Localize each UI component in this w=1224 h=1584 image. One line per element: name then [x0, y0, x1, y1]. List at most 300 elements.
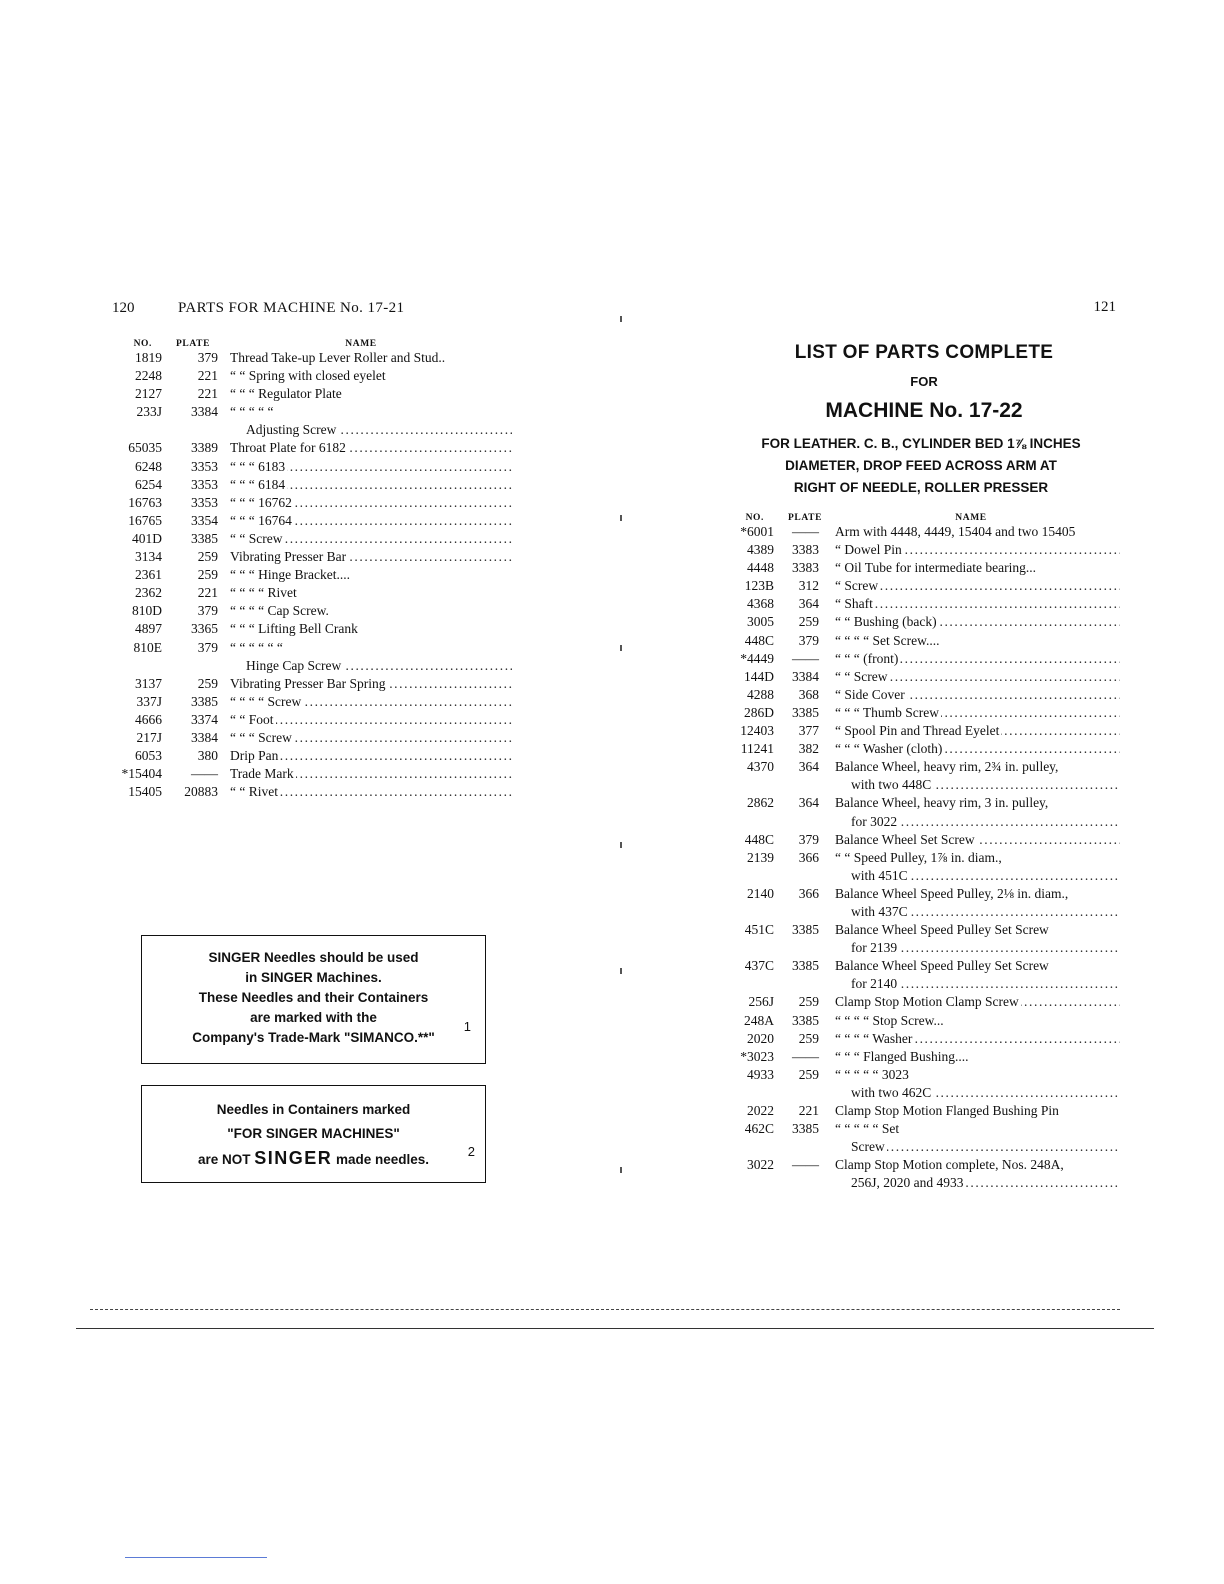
left-page-header — [112, 300, 512, 317]
part-name — [835, 613, 1120, 631]
part-name-text: “ “ Spring with closed eyelet — [230, 368, 386, 384]
part-name-text: “ Dowel Pin — [835, 542, 902, 558]
plate-number: 259 — [798, 994, 819, 1010]
part-name-text: Balance Wheel, heavy rim, 2¾ in. pulley, — [835, 759, 1059, 775]
part-name — [835, 921, 1120, 939]
table-row — [112, 783, 512, 801]
part-name — [835, 541, 1120, 559]
part-number: 3022 — [747, 1157, 774, 1173]
part-name-text: Drip Pan — [230, 748, 279, 764]
plate-number: 3385 — [792, 958, 819, 974]
table-row — [728, 1012, 1120, 1030]
column-header-no: NO. — [133, 339, 152, 349]
part-name-text: “ “ “ “ “ Set — [835, 1121, 900, 1137]
notice1-line: These Needles and their Containers — [198, 990, 429, 1005]
table-row-continuation — [728, 903, 1120, 921]
part-number: 448C — [744, 632, 774, 648]
part-name — [835, 722, 1120, 740]
part-name-text: “ “ “ 6184 — [230, 476, 286, 492]
singer-brand: SINGER — [254, 1148, 333, 1168]
part-name-text: Clamp Stop Motion Flanged Bushing Pin — [835, 1103, 1059, 1118]
part-name — [835, 1066, 1120, 1084]
plate-number: 3384 — [792, 668, 819, 684]
table-row — [112, 530, 512, 548]
part-number: 6254 — [135, 476, 162, 492]
part-number: 123B — [744, 578, 774, 594]
part-number: 2862 — [747, 795, 774, 811]
part-number: 4666 — [135, 711, 162, 727]
part-name — [230, 620, 512, 638]
table-row — [112, 765, 512, 783]
notice-mark-1: 1 — [463, 1019, 471, 1034]
part-name-text: Clamp Stop Motion Clamp Screw — [835, 994, 1019, 1010]
part-number: 12403 — [740, 723, 774, 739]
column-header-no: NO. — [745, 513, 764, 523]
part-name-text: Balance Wheel Set Screw — [835, 831, 975, 847]
table-row — [728, 650, 1120, 668]
plate-number: 3384 — [191, 729, 218, 745]
table-row-continuation — [728, 975, 1120, 993]
part-name — [230, 639, 512, 657]
part-number: 16763 — [128, 494, 162, 510]
part-name-text: “ “ “ Washer (cloth) — [835, 741, 943, 757]
part-name-continuation — [851, 776, 1120, 794]
part-number: 451C — [744, 922, 774, 938]
part-number: 810E — [133, 639, 162, 655]
table-row — [728, 740, 1120, 758]
part-number: 248A — [744, 1012, 774, 1028]
table-row — [728, 541, 1120, 559]
notice2-line2: "FOR SINGER MACHINES" — [227, 1126, 400, 1141]
part-name-continuation — [851, 903, 1120, 921]
part-number: 401D — [132, 530, 162, 546]
plate-number: 3389 — [191, 440, 218, 456]
table-row — [112, 548, 512, 566]
list-title-for: FOR — [910, 374, 938, 389]
part-number: 16765 — [128, 512, 162, 528]
part-number: 2361 — [135, 567, 162, 583]
part-name-text: “ “ “ Hinge Bracket.... — [230, 567, 350, 583]
column-header-name: NAME — [955, 513, 987, 523]
part-name — [835, 704, 1120, 722]
plate-number: 368 — [798, 686, 819, 702]
plate-number: 3353 — [191, 458, 218, 474]
table-row — [112, 476, 512, 494]
part-number: 4448 — [747, 560, 774, 576]
table-row — [112, 675, 512, 693]
part-number: 3005 — [747, 614, 774, 630]
plate-number: —— — [792, 650, 819, 666]
part-name — [230, 765, 512, 783]
part-number: 2022 — [747, 1103, 774, 1118]
plate-number: 364 — [798, 596, 819, 612]
plate-number: —— — [792, 524, 819, 539]
part-number: 4288 — [747, 686, 774, 702]
table-row — [728, 686, 1120, 704]
table-row — [112, 403, 512, 421]
part-name-continuation-text: with 437C — [851, 903, 908, 919]
part-name-text: “ “ “ 16762 — [230, 494, 292, 510]
part-name-continuation-text: for 2140 — [851, 976, 898, 992]
part-name-text: “ “ “ “ Washer — [835, 1030, 913, 1046]
part-name — [230, 566, 512, 584]
bottom-blue-line — [125, 1557, 267, 1558]
part-name — [835, 831, 1120, 849]
part-name-text: “ “ “ “ Rivet — [230, 585, 297, 601]
part-name-text: “ “ “ (front) — [835, 650, 899, 666]
part-name-text: “ “ Speed Pulley, 1⅞ in. diam., — [835, 849, 1002, 865]
part-number: 3134 — [135, 549, 162, 565]
column-header-plate: PLATE — [176, 339, 210, 349]
plate-number: 312 — [798, 578, 819, 594]
plate-number: 3385 — [191, 693, 218, 709]
part-name-text: “ “ “ “ “ 3023 — [835, 1066, 909, 1082]
part-number: *6001 — [740, 524, 774, 539]
table-row — [728, 1048, 1120, 1066]
table-row — [112, 729, 512, 747]
plate-number: 259 — [197, 567, 218, 583]
table-row — [728, 632, 1120, 650]
machine-description-line: FOR LEATHER. C. B., CYLINDER BED 1⅞ INCHES — [761, 436, 1081, 451]
right-page — [728, 298, 1120, 1192]
plate-number: 3383 — [792, 560, 819, 576]
part-number: 1819 — [135, 350, 162, 365]
part-number: 810D — [132, 603, 162, 619]
plate-number: 3384 — [191, 404, 218, 420]
part-name-text: Vibrating Presser Bar — [230, 549, 347, 565]
part-number: 448C — [744, 831, 774, 847]
part-number: 2139 — [747, 849, 774, 865]
plate-number: 259 — [197, 675, 218, 691]
part-name — [230, 548, 512, 566]
part-name-continuation — [851, 1174, 1120, 1192]
table-row — [728, 1066, 1120, 1084]
part-name-text: “ Spool Pin and Thread Eyelet — [835, 723, 1000, 739]
gutter-mark — [620, 968, 622, 974]
gutter-mark — [620, 842, 622, 848]
machine-title: MACHINE No. 17-22 — [825, 399, 1023, 422]
table-row-continuation — [728, 1174, 1120, 1192]
plate-number: 259 — [197, 549, 218, 565]
part-number: 286D — [744, 704, 774, 720]
part-name-text: Balance Wheel Speed Pulley, 2⅛ in. diam., — [835, 885, 1069, 901]
table-row — [112, 602, 512, 620]
part-name-continuation-text: for 3022 — [851, 813, 898, 829]
part-name-text: “ “ Foot — [230, 711, 274, 727]
part-name-text: “ “ “ “ “ “ — [230, 639, 283, 655]
plate-number: 259 — [798, 1030, 819, 1046]
plate-number: 3353 — [191, 476, 218, 492]
part-name — [835, 885, 1120, 903]
part-name — [230, 729, 512, 747]
part-number: 4370 — [747, 759, 774, 775]
part-number: 2140 — [747, 885, 774, 901]
notice1-line: are marked with the — [250, 1010, 377, 1025]
plate-number: 3354 — [191, 512, 218, 528]
plate-number: 3353 — [191, 494, 218, 510]
right-page-header — [728, 298, 1120, 316]
notice2-line3-post: made needles. — [336, 1152, 430, 1167]
plate-number: 3385 — [792, 704, 819, 720]
part-number: 2020 — [747, 1030, 774, 1046]
part-number: 6053 — [135, 748, 162, 764]
part-name-text: “ “ Rivet — [230, 784, 278, 800]
part-name-text: “ “ “ Lifting Bell Crank — [230, 621, 358, 637]
part-name — [835, 523, 1120, 541]
plate-number: 366 — [798, 885, 819, 901]
table-row-continuation — [728, 867, 1120, 885]
part-name — [835, 794, 1120, 812]
part-name — [835, 957, 1120, 975]
part-name — [835, 577, 1120, 595]
part-number: 233J — [136, 404, 162, 420]
table-row — [728, 794, 1120, 812]
plate-number: —— — [792, 1157, 819, 1173]
plate-number: 259 — [798, 1066, 819, 1082]
table-row — [728, 1102, 1120, 1120]
part-name — [835, 650, 1120, 668]
notice2-line3 — [142, 1146, 485, 1172]
table-row — [112, 693, 512, 711]
part-name — [230, 584, 512, 602]
part-name-text: Vibrating Presser Bar Spring — [230, 675, 386, 691]
part-number: 4897 — [135, 621, 162, 637]
part-number: 437C — [744, 958, 774, 974]
part-name-continuation — [851, 1138, 1120, 1156]
table-row — [112, 439, 512, 457]
table-row — [728, 559, 1120, 577]
table-row — [112, 620, 512, 638]
part-name — [230, 476, 512, 494]
part-number: 65035 — [128, 440, 162, 456]
plate-number: 3385 — [191, 530, 218, 546]
part-number: 144D — [744, 668, 774, 684]
part-name-text: Balance Wheel, heavy rim, 3 in. pulley, — [835, 795, 1049, 811]
gutter-mark — [620, 645, 622, 651]
table-row — [112, 349, 512, 367]
part-name-text: Thread Take-up Lever Roller and Stud.. — [230, 350, 446, 365]
part-name-continuation — [246, 421, 512, 439]
part-number: *15404 — [121, 766, 162, 782]
table-row — [728, 921, 1120, 939]
part-number: 4368 — [747, 596, 774, 612]
table-row — [112, 458, 512, 476]
part-name — [835, 595, 1120, 613]
table-row — [728, 668, 1120, 686]
column-headers-left — [112, 339, 512, 349]
notice2-line1: Needles in Containers marked — [216, 1102, 411, 1117]
part-name-continuation — [851, 813, 1120, 831]
part-name-text: “ “ “ Thumb Screw — [835, 704, 939, 720]
plate-number: 3365 — [191, 621, 218, 637]
plate-number: 3385 — [792, 922, 819, 938]
table-row — [728, 831, 1120, 849]
table-row — [112, 639, 512, 657]
part-name-continuation-text: with 451C — [851, 867, 908, 883]
table-row-continuation — [728, 813, 1120, 831]
table-row-continuation — [728, 939, 1120, 957]
plate-number: 382 — [798, 741, 819, 757]
part-name-text: Trade Mark — [230, 766, 294, 782]
part-name-text: “ “ Bushing (back) — [835, 614, 937, 630]
column-header-plate: PLATE — [788, 513, 822, 523]
part-name-text: Arm with 4448, 4449, 15404 and two 15405 — [835, 524, 1076, 539]
part-name — [230, 439, 512, 457]
part-name-text: “ “ “ “ Stop Screw... — [835, 1012, 944, 1028]
plate-number: —— — [792, 1048, 819, 1064]
part-number: 3137 — [135, 675, 162, 691]
part-number: *3023 — [740, 1048, 774, 1064]
part-name — [835, 1030, 1120, 1048]
gutter-mark — [620, 1167, 622, 1173]
part-name-continuation — [246, 657, 512, 675]
plate-number: 379 — [798, 831, 819, 847]
plate-number: 221 — [798, 1103, 819, 1118]
part-name-text: “ “ “ “ Set Screw.... — [835, 632, 940, 648]
part-name — [835, 1012, 1120, 1030]
part-number: 2362 — [135, 585, 162, 601]
part-number: 4933 — [747, 1066, 774, 1082]
table-row — [728, 704, 1120, 722]
part-name-continuation-text: for 2139 — [851, 940, 898, 956]
part-name — [835, 632, 1120, 650]
part-name — [230, 711, 512, 729]
table-row-continuation — [728, 776, 1120, 794]
part-name — [230, 349, 512, 367]
part-name — [230, 693, 512, 711]
column-header-name: NAME — [345, 339, 377, 349]
table-row — [112, 747, 512, 765]
column-headers-right — [728, 513, 1120, 523]
part-name — [835, 1048, 1120, 1066]
part-name-text: “ “ Screw — [230, 530, 283, 546]
table-row — [728, 595, 1120, 613]
part-number: *4449 — [740, 650, 774, 666]
part-name-continuation-text: Adjusting Screw — [246, 422, 337, 438]
part-name — [230, 783, 512, 801]
table-row-continuation — [112, 421, 512, 439]
part-name-text: “ “ Screw — [835, 668, 888, 684]
part-name-text: “ Side Cover — [835, 686, 905, 702]
part-name-continuation — [851, 1084, 1120, 1102]
table-row-continuation — [112, 657, 512, 675]
list-title: LIST OF PARTS COMPLETE — [794, 342, 1054, 363]
plate-number: 379 — [197, 603, 218, 619]
table-row — [112, 711, 512, 729]
table-row — [112, 385, 512, 403]
plate-number: 3385 — [792, 1012, 819, 1028]
part-number: 15405 — [128, 784, 162, 800]
part-name — [835, 686, 1120, 704]
table-row — [728, 577, 1120, 595]
part-name-text: Balance Wheel Speed Pulley Set Screw — [835, 958, 1049, 974]
part-name — [835, 849, 1120, 867]
notice-box-not-singer — [141, 1085, 486, 1183]
part-name — [835, 1156, 1120, 1174]
part-name — [230, 385, 512, 403]
plate-number: 259 — [798, 614, 819, 630]
plate-number: 3385 — [792, 1121, 819, 1137]
table-row — [728, 722, 1120, 740]
part-number: 2127 — [135, 386, 162, 402]
part-name-text: “ “ “ “ “ — [230, 404, 274, 420]
table-row — [112, 367, 512, 385]
part-name-text: “ “ “ 6183 — [230, 458, 286, 474]
table-row — [112, 566, 512, 584]
notice1-line: Company's Trade-Mark "SIMANCO.**" — [192, 1030, 435, 1045]
part-number: 462C — [744, 1121, 774, 1137]
part-name-text: “ “ “ Flanged Bushing.... — [835, 1048, 969, 1064]
machine-description-line: RIGHT OF NEEDLE, ROLLER PRESSER — [793, 480, 1049, 495]
part-number: 256J — [748, 994, 774, 1010]
part-name — [835, 668, 1120, 686]
plate-number: 3374 — [191, 711, 218, 727]
part-number: 337J — [136, 693, 162, 709]
table-row — [728, 613, 1120, 631]
part-name-continuation — [851, 867, 1120, 885]
table-row — [728, 758, 1120, 776]
left-page — [112, 300, 512, 801]
part-name-text: Clamp Stop Motion complete, Nos. 248A, — [835, 1157, 1064, 1173]
part-name — [230, 530, 512, 548]
part-name-continuation-text: 256J, 2020 and 4933 — [851, 1175, 964, 1191]
table-row-continuation — [728, 1084, 1120, 1102]
table-row-continuation — [728, 1138, 1120, 1156]
part-name-text: “ Oil Tube for intermediate bearing... — [835, 560, 1036, 576]
plate-number: 221 — [197, 386, 218, 402]
table-row — [728, 849, 1120, 867]
plate-number: 379 — [197, 639, 218, 655]
part-name-text: “ “ “ Regulator Plate — [230, 386, 342, 402]
table-row — [112, 584, 512, 602]
plate-number: 377 — [798, 723, 819, 739]
part-name-continuation-text: Hinge Cap Screw — [246, 657, 342, 673]
part-name — [835, 559, 1120, 577]
parts-list-right — [728, 523, 1120, 1192]
part-name — [230, 675, 512, 693]
plate-number: 364 — [798, 795, 819, 811]
table-row — [112, 512, 512, 530]
part-name-text: “ “ “ “ Screw — [230, 693, 302, 709]
notice-mark-2: 2 — [467, 1144, 475, 1159]
table-row — [728, 993, 1120, 1011]
parts-list-left — [112, 349, 512, 801]
table-row — [728, 523, 1120, 541]
table-row — [728, 885, 1120, 903]
notice1-line: SINGER Needles should be used — [208, 950, 419, 965]
page-number-right: 121 — [1093, 299, 1116, 315]
plate-number: 379 — [798, 632, 819, 648]
part-name — [835, 1102, 1120, 1120]
plate-number: —— — [191, 766, 218, 782]
part-name — [835, 740, 1120, 758]
table-row — [728, 1030, 1120, 1048]
bottom-rule — [76, 1328, 1154, 1329]
part-name — [230, 367, 512, 385]
part-name-continuation — [851, 939, 1120, 957]
running-head: PARTS FOR MACHINE No. 17-21 — [178, 300, 405, 316]
table-row — [728, 1156, 1120, 1174]
part-name-text: “ Screw — [835, 578, 879, 594]
part-name-text: “ Shaft — [835, 596, 873, 612]
gutter-mark — [620, 515, 622, 521]
plate-number: 366 — [798, 849, 819, 865]
part-number: 6248 — [135, 458, 162, 474]
part-name-continuation — [851, 975, 1120, 993]
part-name — [835, 1120, 1120, 1138]
bottom-dashed-rule — [90, 1309, 1120, 1310]
part-name-text: “ “ “ 16764 — [230, 512, 292, 528]
